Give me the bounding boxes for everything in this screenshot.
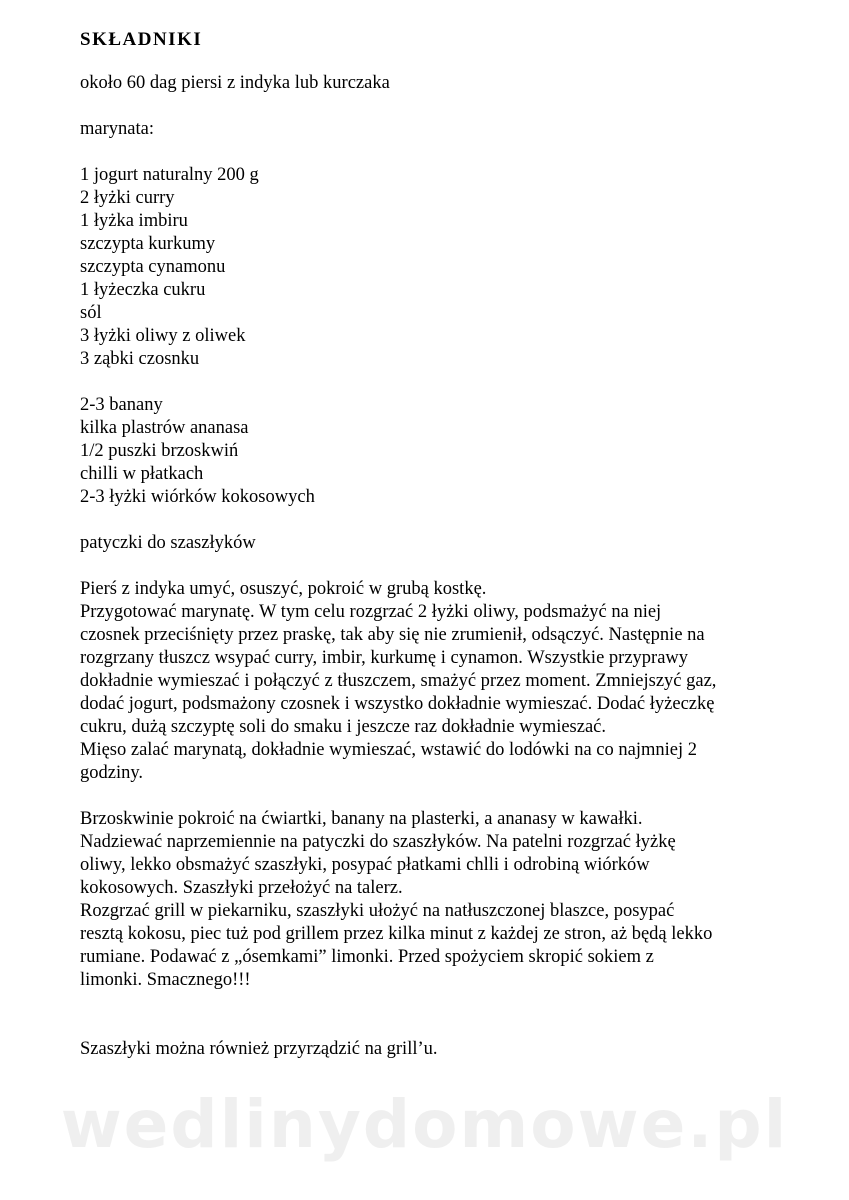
text-line: limonki. Smacznego!!! (80, 970, 251, 990)
text-line: Mięso zalać marynatą, dokładnie wymieszać, wstawić do lodówki na co najmniej 2 (80, 740, 697, 760)
text-line: Przygotować marynatę. W tym celu rozgrzać 2 łyżki oliwy, podsmażyć na niej (80, 602, 662, 622)
spacer (80, 95, 780, 118)
closing-note: Szaszłyki można również przyrządzić na grill’u. (80, 1039, 438, 1059)
list-item: 1 jogurt naturalny 200 g (80, 165, 259, 185)
spacer (80, 509, 780, 532)
text-line: kokosowych. Szaszłyki przełożyć na talerz. (80, 878, 403, 898)
spacer (80, 371, 780, 394)
fruit-list (80, 394, 780, 509)
skewers-item: patyczki do szaszłyków (80, 533, 256, 553)
list-item: 1/2 puszki brzoskwiń (80, 441, 239, 461)
main-ingredient: około 60 dag piersi z indyka lub kurczaka (80, 73, 390, 93)
list-item: 1 łyżeczka cukru (80, 280, 206, 300)
text-line: oliwy, lekko obsmażyć szaszłyki, posypać płatkami chlli i odrobiną wiórków (80, 855, 650, 875)
list-item: sól (80, 303, 102, 323)
list-item: kilka plastrów ananasa (80, 418, 249, 438)
text-line: rozgrzany tłuszcz wsypać curry, imbir, kurkumę i cynamon. Wszystkie przyprawy (80, 648, 689, 668)
ingredients-heading: SKŁADNIKI (80, 29, 203, 50)
text-line: rumiane. Podawać z „ósemkami” limonki. Przed spożyciem skropić sokiem z (80, 947, 654, 967)
list-item: szczypta kurkumy (80, 234, 216, 254)
list-item: chilli w płatkach (80, 464, 204, 484)
list-item: 2-3 łyżki wiórków kokosowych (80, 487, 315, 507)
instructions-paragraph-2 (80, 808, 780, 992)
instructions-paragraph-1 (80, 578, 780, 785)
marinade-list (80, 164, 780, 371)
text-line: godziny. (80, 763, 144, 783)
text-line: czosnek przeciśnięty przez praskę, tak aby się nie zrumienił, odsączyć. Następnie na (80, 625, 705, 645)
text-line: Brzoskwinie pokroić na ćwiartki, banany na plasterki, a ananasy w kawałki. (80, 809, 643, 829)
text-line: dodać jogurt, podsmażony czosnek i wszystko dokładnie wymieszać. Dodać łyżeczkę (80, 694, 715, 714)
list-item: 3 łyżki oliwy z oliwek (80, 326, 246, 346)
text-line: Nadziewać naprzemiennie na patyczki do szaszłyków. Na patelni rozgrzać łyżkę (80, 832, 676, 852)
list-item: 1 łyżka imbiru (80, 211, 188, 231)
text-line: cukru, dużą szczyptę soli do smaku i jeszcze raz dokładnie wymieszać. (80, 717, 607, 737)
list-item: 3 ząbki czosnku (80, 349, 200, 369)
recipe-document (80, 28, 780, 1061)
spacer (80, 141, 780, 164)
list-item: szczypta cynamonu (80, 257, 226, 277)
spacer (80, 555, 780, 578)
marinade-label: marynata: (80, 119, 154, 139)
list-item: 2-3 banany (80, 395, 163, 415)
spacer (80, 785, 780, 808)
list-item: 2 łyżki curry (80, 188, 175, 208)
text-line: Rozgrzać grill w piekarniku, szaszłyki ułożyć na natłuszczonej blaszce, posypać (80, 901, 675, 921)
text-line: Pierś z indyka umyć, osuszyć, pokroić w grubą kostkę. (80, 579, 487, 599)
spacer (80, 992, 780, 1015)
spacer (80, 1015, 780, 1038)
text-line: dokładnie wymieszać i połączyć z tłuszczem, smażyć przez moment. Zmniejszyć gaz, (80, 671, 717, 691)
text-line: resztą kokosu, piec tuż pod grillem przez kilka minut z każdej ze stron, aż będą lekko (80, 924, 713, 944)
watermark: wedlinydomowe.pl (60, 1086, 789, 1163)
